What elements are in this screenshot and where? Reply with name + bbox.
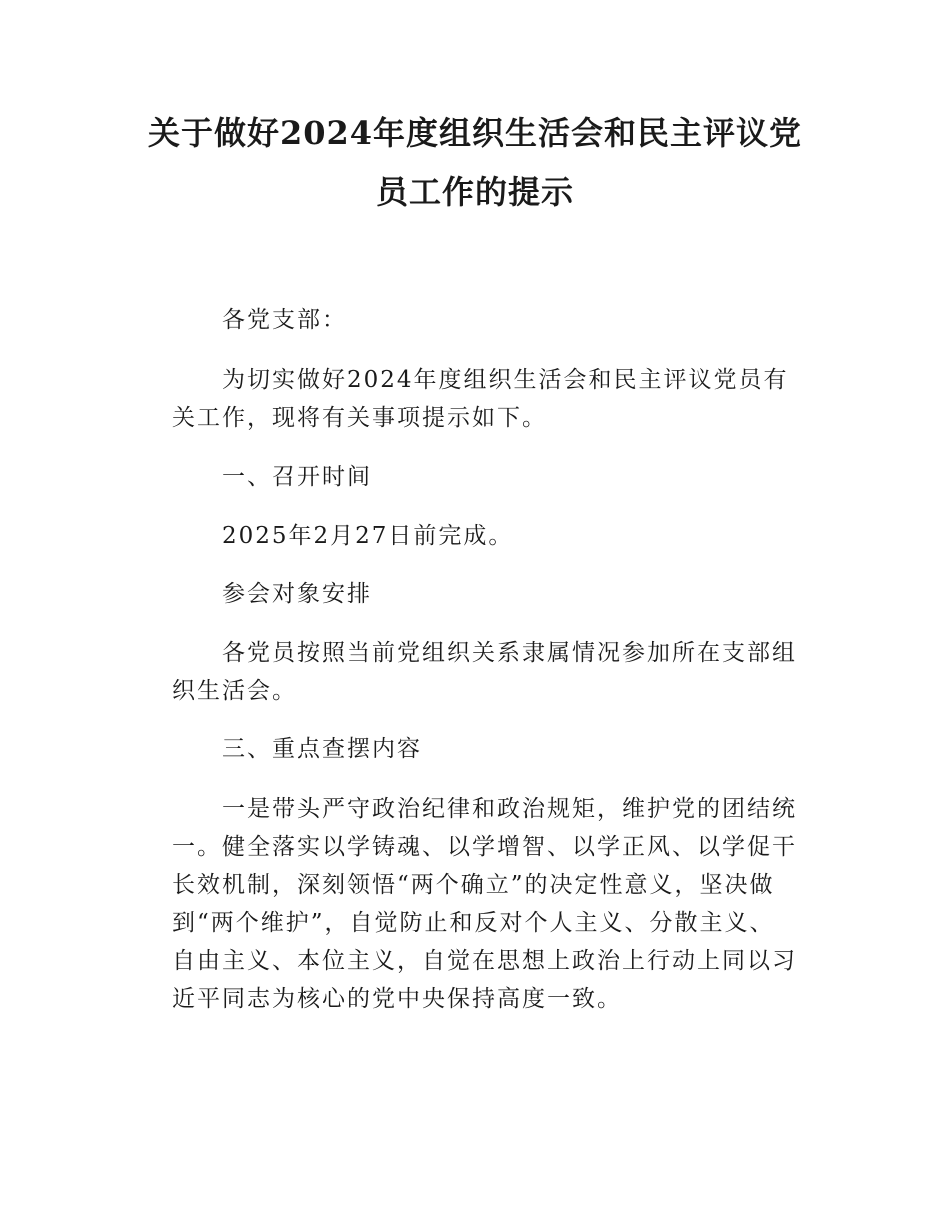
intro-paragraph: 为切实做好2024年度组织生活会和民主评议党员有关工作，现将有关事项提示如下。 [172,367,789,431]
section-1-text: 2025年2月27日前完成。 [222,523,514,549]
section-2-heading: 参会对象安排 [222,581,372,607]
salutation: 各党支部： [222,307,347,333]
section-1-heading: 一、召开时间 [222,464,372,490]
section-2-text: 各党员按照当前党组织关系隶属情况参加所在支部组织生活会。 [172,640,797,704]
document-title-line-2: 员工作的提示 [375,173,574,211]
section-3-point-1: 一是带头严守政治纪律和政治规矩，维护党的团结统一。健全落实以学铸魂、以学增智、以学正风、以学促干长效机制，深刻领悟“两个确立”的决定性意义，坚决做到“两个维护”，自觉防止和反对个人主义、分散主义、自由主义、本位主义，自觉在思想上政治上行动上同以习近平同志为核心的党中央保持高度一致。 [172,796,797,1012]
document-title-line-1: 关于做好2024年度组织生活会和民主评议党 [147,114,803,152]
section-3-heading: 三、重点查摆内容 [222,736,422,762]
